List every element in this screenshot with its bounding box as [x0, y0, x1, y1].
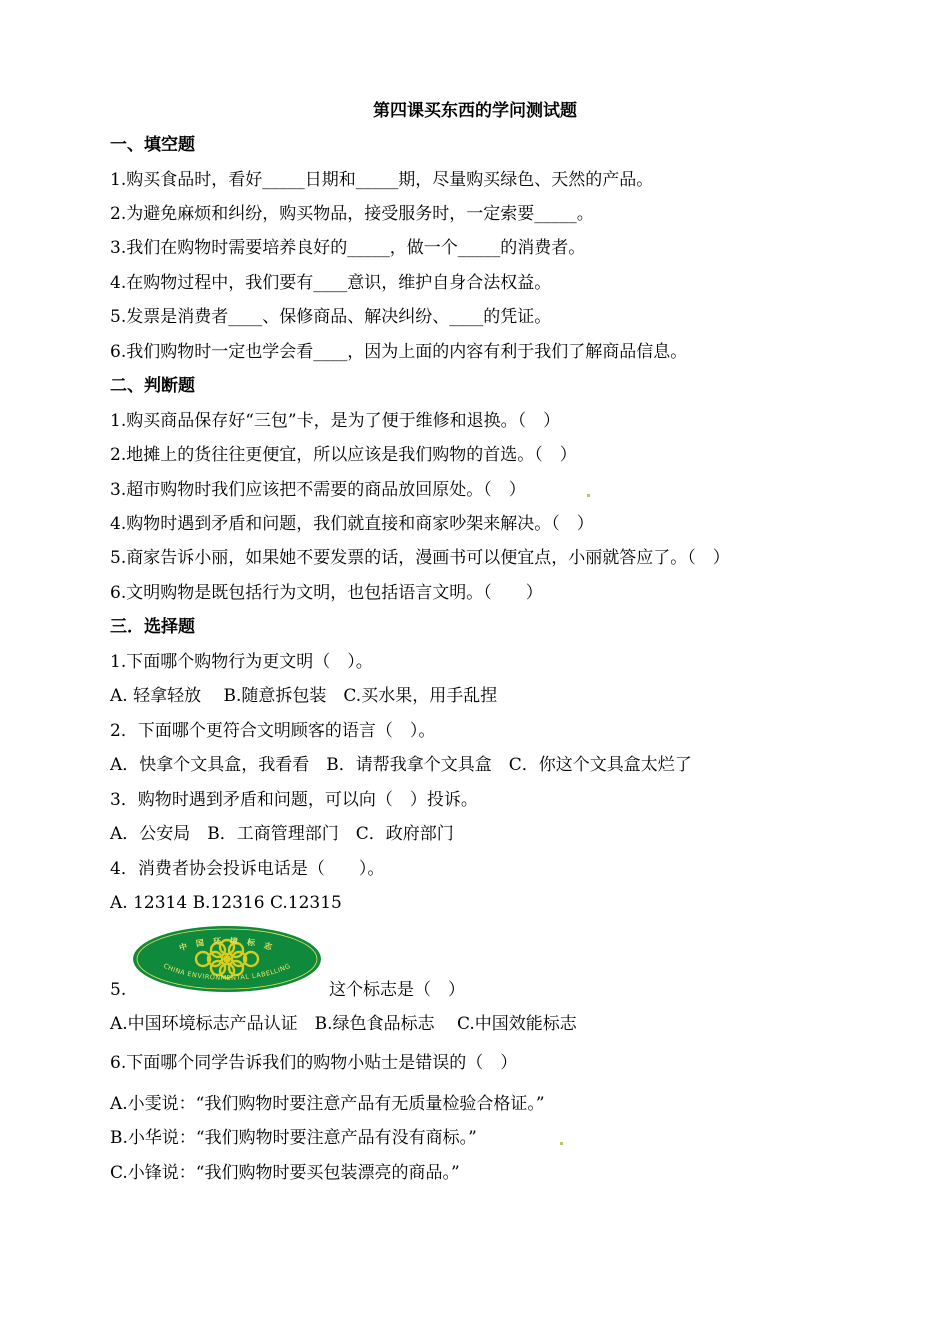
question-text: 3.我们在购物时需要培养良好的_____，做一个_____的消费者。 [110, 238, 586, 258]
answer-options: B.小华说：“我们购物时要注意产品有没有商标。” [110, 1128, 477, 1148]
answer-options: A．快拿个文具盒，我看看 B．请帮我拿个文具盒 C．你这个文具盒太烂了 [110, 755, 692, 775]
logo-bottom-text: CHINA ENVIRONMENTAL LABELLING [162, 961, 292, 982]
answer-options: A. 12314 B.12316 C.12315 [110, 893, 342, 913]
answer-options: A. 轻拿轻放 B.随意拆包装 C.买水果，用手乱捏 [110, 686, 498, 706]
question-number: 5. [110, 980, 127, 1000]
logo-top-text: 中 国 环 境 标 志 [178, 936, 276, 953]
question-text: 4.购物时遇到矛盾和问题，我们就直接和商家吵架来解决。（ ） [110, 514, 594, 534]
stray-speck [560, 1142, 563, 1145]
question-text: 4.在购物过程中，我们要有____意识，维护自身合法权益。 [110, 273, 552, 293]
question-text: 1.购买商品保存好“三包”卡，是为了便于维修和退换。（ ） [110, 411, 561, 431]
answer-options: A.小雯说：“我们购物时要注意产品有无质量检验合格证。” [110, 1094, 545, 1114]
question-text: 这个标志是（ ） [329, 980, 465, 1000]
question-text: 4．消费者协会投诉电话是（ ）。 [110, 859, 385, 879]
question-text: 3.超市购物时我们应该把不需要的商品放回原处。（ ） [110, 480, 526, 500]
answer-options: A．公安局 B．工商管理部门 C．政府部门 [110, 824, 454, 844]
question-text: 6.我们购物时一定也学会看____，因为上面的内容有利于我们了解商品信息。 [110, 342, 688, 362]
answer-options: A.中国环境标志产品认证 B.绿色食品标志 C.中国效能标志 [110, 1014, 577, 1034]
section-heading-fill-blank: 一、填空题 [110, 135, 195, 155]
question-text: 6.下面哪个同学告诉我们的购物小贴士是错误的（ ） [110, 1053, 518, 1073]
china-environmental-label-logo [131, 925, 323, 993]
page-title: 第四课买东西的学问测试题 [373, 101, 577, 121]
section-heading-multiple-choice: 三．选择题 [110, 617, 195, 637]
answer-options: C.小锋说：“我们购物时要买包装漂亮的商品。” [110, 1163, 460, 1183]
question-text: 2．下面哪个更符合文明顾客的语言（ ）。 [110, 721, 436, 741]
question-text: 3．购物时遇到矛盾和问题，可以向（ ）投诉。 [110, 790, 478, 810]
section-heading-true-false: 二、判断题 [110, 376, 195, 396]
question-text: 5.发票是消费者____、保修商品、解决纠纷、____的凭证。 [110, 307, 552, 327]
stray-speck [587, 494, 590, 497]
question-text: 1.购买食品时，看好_____日期和_____期，尽量购买绿色、天然的产品。 [110, 170, 654, 190]
question-text: 5.商家告诉小丽，如果她不要发票的话，漫画书可以便宜点，小丽就答应了。（ ） [110, 548, 730, 568]
question-text: 6.文明购物是既包括行为文明，也包括语言文明。（ ） [110, 583, 543, 603]
question-text: 2.为避免麻烦和纠纷，购买物品，接受服务时，一定索要_____。 [110, 204, 594, 224]
question-text: 2.地摊上的货往往更便宜，所以应该是我们购物的首选。（ ） [110, 445, 577, 465]
question-text: 1.下面哪个购物行为更文明（ ）。 [110, 652, 373, 672]
